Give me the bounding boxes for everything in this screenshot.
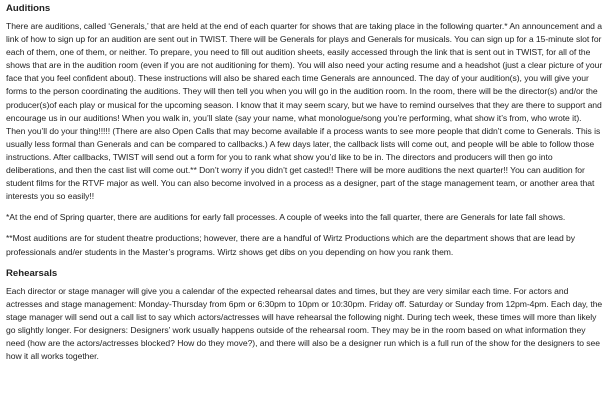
rehearsals-heading: Rehearsals [6, 267, 58, 279]
auditions-footnote-2: **Most auditions are for student theatre productions; however, there are a handful of Wirtz Productions which are the department shows that are lead by professionals and/er students in the Master’s programs. Wirtz shows get dibs on you depending on how you rank them. [6, 233, 576, 257]
auditions-footnote-1: *At the end of Spring quarter, there are auditions for early fall processes. A couple of weeks into the fall quarter, there are Generals for late fall shows. [6, 212, 566, 223]
rehearsals-paragraph: Each director or stage manager will give you a calendar of the expected rehearsal dates and times, but they are very similar each time. For actors and actresses and stage management: Monday-Thursday from 6pm or 6:30pm to 10pm or 10:30pm. Friday off. Saturday or Sunday from 12pm-4pm. Each day, the stage manager will send out a call list to say which actors/actresses will have rehearsal the following night. During tech week, these times will more than likely go slightly longer. For designers: Designers’ work usually happens outside of the rehearsal room. They may be in the room based on what information they need (how are the actors/actresses blocked? How do they move?), and there will also be a designer run which is a full run of the show for the designers to see how it all works together. [6, 285, 603, 362]
auditions-paragraph: There are auditions, called ‘Generals,’ that are held at the end of each quarter for shows that are taking place in the following quarter.* An announcement and a link of how to sign up for an audition are sent out in TWIST. There will be Generals for plays and Generals for musicals. You can sign up for a 15-minute slot for each of them, one of them, or neither. To prepare, you need to fill out audition sheets, easily accessed through the link that is sent out in TWIST, for all of the shows that are in the audition room (even if you are not auditioning for them). You will also need your acting resume and a headshot (just a clear picture of your face that you feel confident about). These instructions will also be shared each time Generals are announced. The day of your audition(s), you will give your forms to the person coordinating the auditions. They will then tell you when you will go in the audition room. In the room, there will be the director(s) and/or the producer(s)of each play or musical for the upcoming season. I know that it may seem scary, but we have to remind ourselves that they are there to support and encourage us in our auditions! When you walk in, you’ll slate (say your name, what monologue/song you’re performing, what show it’s from, who wrote it). Then you’ll do your thing!!!!! (There are also Open Calls that may become available if a process wants to see more people that didn’t come to Generals. This is usually less formal than Generals and can be compared to callbacks.) A few days later, the callback lists will come out, and people will be able to follow those instructions. After callbacks, TWIST will send out a form for you to rank what show you’d like to be in. The directors and producers will then go into deliberations, and then the cast list will come out.** Don’t worry if you didn’t get casted!! There will be more auditions the next quarter!! You can audition for student films for the RTVF major as well. You can also become involved in a process as a designer, part of the stage management team, or another area that interests you so easily!! [6, 21, 603, 202]
auditions-heading: Auditions [6, 3, 51, 14]
